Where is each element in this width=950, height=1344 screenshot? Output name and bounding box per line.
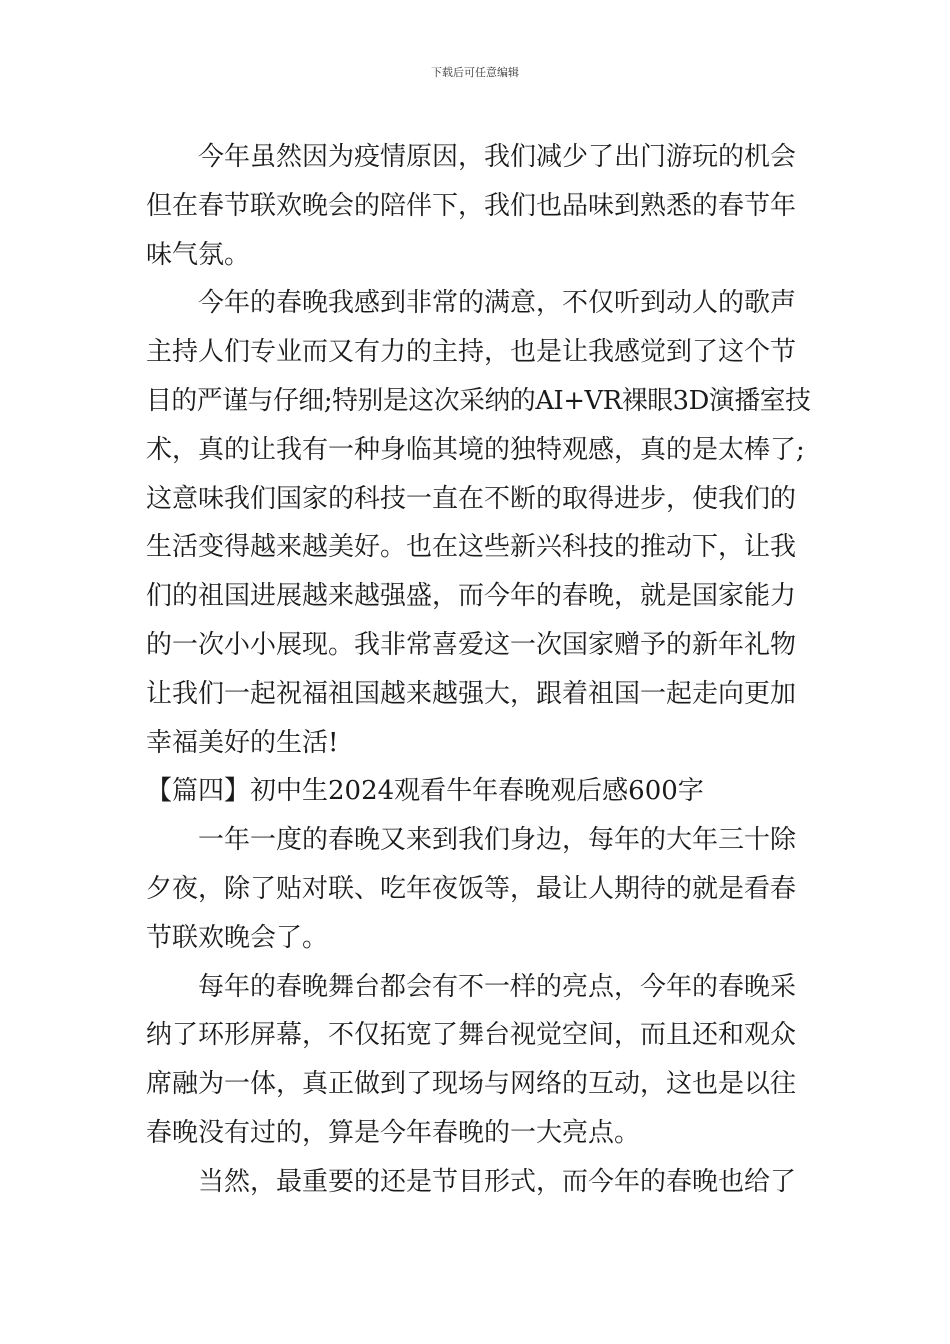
text-line: 今年虽然因为疫情原因，我们减少了出门游玩的机会 xyxy=(198,142,797,172)
text-line: 这意味我们国家的科技一直在不断的取得进步，使我们的 xyxy=(146,483,797,514)
text-line: 的一次小小展现。我非常喜爱这一次国家赠予的新年礼物 xyxy=(146,629,797,660)
text-line: 春晚没有过的，算是今年春晚的一大亮点。 xyxy=(146,1117,641,1148)
text-line: 目的严谨与仔细;特别是这次采纳的AI+VR裸眼3D演播室技 xyxy=(146,385,811,416)
text-line: 生活变得越来越美好。也在这些新兴科技的推动下，让我 xyxy=(146,532,797,563)
text-line: 每年的春晚舞台都会有不一样的亮点，今年的春晚采 xyxy=(198,971,797,1002)
text-line: 一年一度的春晚又来到我们身边，每年的大年三十除 xyxy=(198,825,797,856)
text-line: 但在春节联欢晚会的陪伴下，我们也品味到熟悉的春节年 xyxy=(146,190,797,221)
text-line: 纳了环形屏幕，不仅拓宽了舞台视觉空间，而且还和观众 xyxy=(146,1020,797,1051)
text-line: 节联欢晚会了。 xyxy=(146,922,329,953)
text-line: 今年的春晚我感到非常的满意，不仅听到动人的歌声 xyxy=(198,288,797,319)
page-header: 下载后可任意编辑 xyxy=(431,66,519,79)
document-body xyxy=(146,133,811,1207)
text-line: 主持人们专业而又有力的主持，也是让我感觉到了这个节 xyxy=(146,337,797,368)
text-line: 味气氛。 xyxy=(146,239,251,270)
text-line: 们的祖国进展越来越强盛，而今年的春晚，就是国家能力 xyxy=(146,581,797,612)
text-line: 当然，最重要的还是节目形式，而今年的春晚也给了 xyxy=(198,1166,797,1197)
text-line: 幸福美好的生活! xyxy=(146,727,339,758)
text-line: 夕夜，除了贴对联、吃年夜饭等，最让人期待的就是看春 xyxy=(146,873,797,904)
text-line: 术，真的让我有一种身临其境的独特观感，真的是太棒了; xyxy=(146,434,805,465)
text-line: 让我们一起祝福祖国越来越强大，跟着祖国一起走向更加 xyxy=(146,678,797,709)
text-line: 【篇四】初中生2024观看牛年春晚观后感600字 xyxy=(146,776,704,807)
text-line: 席融为一体，真正做到了现场与网络的互动，这也是以往 xyxy=(146,1069,797,1100)
